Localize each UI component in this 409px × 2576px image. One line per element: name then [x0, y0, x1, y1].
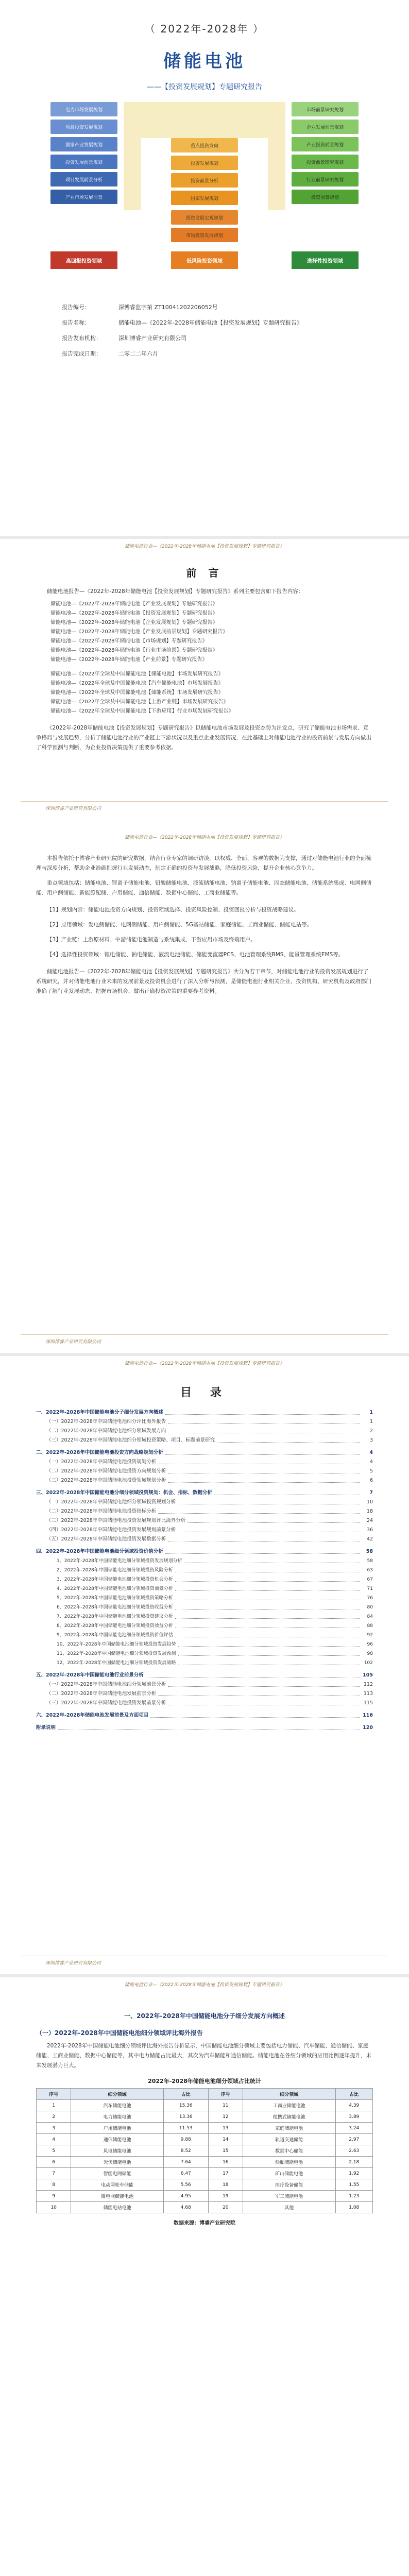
toc-entry-title: （三）2022年-2028年中国储能电池投资领域规划分析 — [46, 1478, 166, 1483]
toc-title: 目 录 — [180, 1386, 229, 1399]
diagram-right-box: 投资前景规划 — [292, 190, 359, 204]
toc-page-number: 98 — [367, 1651, 373, 1656]
table-row — [37, 2191, 373, 2202]
table-cell: 1.55 — [335, 2179, 372, 2191]
table-cell: 1.92 — [335, 2168, 372, 2179]
page-footer: 深圳博睿产业研究有限公司 — [21, 801, 388, 815]
table-cell: 7.64 — [163, 2157, 208, 2168]
toc-entry-title: （二）2022年-2028年中国储能电池发展前景分析 — [46, 1691, 157, 1697]
diagram-left-box: 项目投资发展规划 — [50, 120, 117, 134]
info-key: 报告名称： — [62, 319, 90, 326]
table-cell: 4.68 — [163, 2202, 208, 2213]
toc-entry[interactable] — [36, 1680, 373, 1689]
table-row — [37, 2179, 373, 2191]
toc-entry[interactable] — [36, 1458, 373, 1467]
cover-info — [46, 303, 363, 358]
cover-page — [0, 0, 409, 536]
toc-entry[interactable] — [36, 1488, 373, 1498]
diagram-center-lower — [171, 210, 238, 245]
foreword-para: 储能电池报告—《2022年-2028年储能电池【投资发展规划】专题研究报告》共分为若干章节，对储能电池行业的投资发展规划进行了系统研究，并对储能电池行业未来的发展前景及投资机会进行了深入分析与预测，是储能电池行业相关企业、投资机构、研究机构及政府部门准确了解行业发展动态、把握市场机会、做出正确投资决策的重要参考资料。 — [36, 969, 371, 994]
diagram-center-box: 市场投资发展规划 — [171, 228, 238, 242]
toc-entry-title: 2、2022年-2028年中国储能电池细分领域投资风险分析 — [57, 1568, 173, 1573]
foreword-para: 《2022年-2028年储能电池【投资发展规划】专题研究报告》以储能电池市场发展及投资态势为出发点，研究了储能电池市场需求、竞争格局与发展趋势，分析了储能电池行业的产业链上下游状况以及重点企业发展情况，在此基础上对储能电池行业的投资前景与发展方向做出了科学预测与判断，为企业投资决策提供了重要参考依据。 — [36, 725, 371, 751]
toc-entry-title: （三）2022年-2028年中国储能电池细分领域投资策略、项目、标题前景研究 — [46, 1437, 215, 1443]
table-cell: 14 — [208, 2134, 243, 2145]
page-header: 储能电池行业—《2022年-2028年储能电池【投资发展规划】专题研究报告》 — [124, 1361, 285, 1366]
diagram-left-box: 国家产业发展规划 — [50, 137, 117, 151]
toc-entry[interactable] — [36, 1594, 373, 1603]
toc-page-number: 18 — [366, 1509, 373, 1514]
table-cell: 矿山储能电池 — [243, 2168, 335, 2179]
cover-info-row — [62, 318, 363, 327]
info-value: 二零二二年六月 — [118, 350, 158, 357]
toc-page-number: 1 — [369, 1419, 373, 1425]
table-cell: 19 — [208, 2191, 243, 2202]
chapter-page — [0, 1977, 409, 2576]
report-list-item: 储能电池—《2022年全球及中国储能电池【下游应用】行业市场发展研究报告》 — [50, 708, 234, 714]
report-list-item: 储能电池—《2022年全球及中国储能电池【汽车储能电池】市场发展报告》 — [50, 681, 224, 686]
info-key: 报告编号： — [62, 304, 90, 311]
toc-entry-title: 11、2022年-2028年中国储能电池细分领域投资发展预测 — [57, 1651, 176, 1656]
table-cell: 便携式储能电池 — [243, 2111, 335, 2123]
toc-entry-title: 9、2022年-2028年中国储能电池细分领域投资价值评估 — [57, 1633, 173, 1638]
page-header: 储能电池行业—《2022年-2028年储能电池【投资发展规划】专题研究报告》 — [124, 544, 285, 549]
toc-entry[interactable] — [36, 1584, 373, 1594]
toc-page-number: 6 — [369, 1478, 373, 1483]
diagram-center-box: 国家发展规划 — [171, 191, 238, 205]
toc-entry[interactable] — [36, 1640, 373, 1649]
foreword-bullet: 【3】产业链：上游原材料、中游储能电池制造与系统集成、下游应用市场及终端用户。 — [47, 937, 256, 943]
table-cell: 16 — [208, 2157, 243, 2168]
table-cell: 13.36 — [163, 2111, 208, 2123]
toc-page-number: 96 — [367, 1642, 373, 1647]
toc-leader-dots — [165, 1414, 360, 1415]
table-cell: 1.23 — [335, 2191, 372, 2202]
toc-entry-title: （二）2022年-2028年中国储能电池细分领域发展方向 — [46, 1428, 166, 1434]
table-cell: 10 — [37, 2202, 71, 2213]
toc-entry-title: 8、2022年-2028年中国储能电池细分领域投资效益分析 — [57, 1623, 173, 1629]
table-row — [37, 2123, 373, 2134]
toc-entry-title: （四）2022年-2028年中国储能电池投资发展规划前景分析 — [46, 1527, 176, 1533]
toc-entry-title: 6、2022年-2028年中国储能电池细分领域投资收益分析 — [57, 1605, 173, 1610]
toc-leader-dots — [150, 1717, 360, 1718]
toc-page-number: 1 — [369, 1410, 373, 1415]
toc-entry-title: 附录说明 — [36, 1725, 56, 1731]
data-source: 数据来源：博睿产业研究院 — [174, 2221, 235, 2226]
report-list-item: 储能电池—《2022年全球及中国储能电池【储能系统】市场发展研究报告》 — [50, 690, 224, 696]
toc-entry-title: 7、2022年-2028年中国储能电池细分领域投资建议分析 — [57, 1614, 173, 1619]
toc-page-number: 84 — [367, 1614, 373, 1619]
table-cell: 8 — [37, 2179, 71, 2191]
diagram-left-box: 产业市场发展前景 — [50, 190, 117, 204]
foreword-para: 重点领域包括：储能电池、锂离子储能电池、铅酸储能电池、液流储能电池、钠离子储能电池、固态储能电池、储能系统集成、电网侧储能、用户侧储能、新能源配储、户用储能、通信储能、数据中心储能、工商业储能等。 — [36, 880, 371, 896]
table-header-cell: 细分领域 — [243, 2089, 335, 2100]
table-cell: 3.24 — [335, 2123, 372, 2134]
toc-leader-dots — [165, 1454, 360, 1455]
toc-entry[interactable] — [36, 1476, 373, 1485]
toc-entry-title: （五）2022年-2028年中国储能电池投资发展数据分析 — [46, 1536, 166, 1542]
toc-entry[interactable] — [36, 1547, 373, 1556]
toc-entry[interactable] — [36, 1603, 373, 1612]
diagram-right-box: 产业投资前景规划 — [292, 137, 359, 151]
table-header-cell: 占比 — [163, 2089, 208, 2100]
toc-entry[interactable] — [36, 1658, 373, 1668]
report-list-item: 储能电池—《2022年-2028年储能电池【企业发展规划】专题研究报告》 — [50, 620, 218, 625]
toc-page-number: 76 — [367, 1596, 373, 1601]
chapter-title: 一、2022年-2028年中国储能电池分子细分发展方向概述 — [124, 2012, 285, 2020]
toc-entry-title: 5、2022年-2028年中国储能电池细分领域投资策略分析 — [57, 1596, 173, 1601]
table-cell: 13 — [208, 2123, 243, 2134]
toc-entry[interactable] — [36, 1467, 373, 1476]
table-cell: 2 — [37, 2111, 71, 2123]
toc-page-number: 116 — [363, 1713, 373, 1718]
table-row — [37, 2100, 373, 2111]
toc-entry[interactable] — [36, 1526, 373, 1535]
foreword-title: 前 言 — [186, 567, 223, 579]
toc-leader-dots — [168, 1423, 360, 1424]
table-cell: 15.36 — [163, 2100, 208, 2111]
diagram-right-column — [292, 102, 359, 207]
toc-entry-title: 4、2022年-2028年中国储能电池细分领域投资前景分析 — [57, 1586, 173, 1591]
toc-leader-dots — [178, 1655, 360, 1656]
toc-entry-title: 六、2022年-2028年储能电池发展前景及方面项目 — [36, 1713, 149, 1718]
toc-entry-title: 10、2022年-2028年中国储能电池细分领域投资发展趋势 — [57, 1642, 176, 1647]
table-cell: 智能电网储能 — [71, 2168, 164, 2179]
table-cell: 医疗设备储能 — [243, 2179, 335, 2191]
table-cell: 汽车储能电池 — [71, 2100, 164, 2111]
toc-entry[interactable] — [36, 1436, 373, 1445]
table-header-cell: 序号 — [208, 2089, 243, 2100]
toc-entry-title: （三）2022年-2028年中国储能电池投资发展前景分析 — [46, 1700, 166, 1706]
toc-entry[interactable] — [36, 1498, 373, 1507]
page-header: 储能电池行业—《2022年-2028年储能电池【投资发展规划】专题研究报告》 — [124, 835, 285, 840]
diagram-right-box: 行业前景研究规划 — [292, 172, 359, 187]
toc-page-number: 112 — [363, 1682, 373, 1687]
toc-entry-title: （二）2022年-2028年中国储能电池投资方向规划分析 — [46, 1468, 166, 1474]
toc-leader-dots — [158, 1513, 360, 1514]
report-list-item: 储能电池—《2022年-2028年储能电池【市场规划】专题研究报告》 — [50, 638, 208, 644]
diagram-bottom-left: 高回报投资领域 — [50, 251, 117, 269]
report-list-item: 储能电池—《2022年全球及中国储能电池【上游产业链】市场发展研究报告》 — [50, 699, 229, 705]
toc-entry-title: 12、2022年-2028年中国储能电池细分领域投资发展战略 — [57, 1660, 176, 1666]
toc-list — [36, 1408, 373, 1733]
toc-page-number: 80 — [367, 1605, 373, 1610]
table-cell: 6 — [37, 2157, 71, 2168]
foreword-list-2 — [36, 670, 373, 716]
diagram-center-box: 投资发展规划 — [171, 156, 238, 170]
table-cell: 通信储能电池 — [71, 2134, 164, 2145]
toc-page-number: 4 — [369, 1450, 373, 1455]
table-cell: 3 — [37, 2123, 71, 2134]
toc-page-number: 113 — [363, 1691, 373, 1697]
table-cell: 4 — [37, 2134, 71, 2145]
table-cell: 数据中心储能 — [243, 2145, 335, 2157]
report-list-item: 储能电池—《2022年全球及中国储能电池【储能电池】市场发展研究报告》 — [50, 671, 224, 677]
diagram-center-column — [171, 138, 238, 208]
toc-entry-title: 3、2022年-2028年中国储能电池细分领域投资机会分析 — [57, 1577, 173, 1582]
info-value: 深博睿监字第 ZT10041202206052号 — [118, 304, 218, 311]
table-row — [37, 2111, 373, 2123]
toc-page-number: 63 — [367, 1568, 373, 1573]
table-cell: 其他 — [243, 2202, 335, 2213]
toc-entry[interactable] — [36, 1566, 373, 1575]
table-row — [37, 2145, 373, 2157]
table-header-row — [37, 2089, 373, 2100]
table-cell: 5.56 — [163, 2179, 208, 2191]
table-cell: 军工储能电池 — [243, 2191, 335, 2202]
table-cell: 工商业储能电池 — [243, 2100, 335, 2111]
table-cell: 17 — [208, 2168, 243, 2179]
toc-page-number: 58 — [367, 1558, 373, 1564]
toc-page-number: 10 — [366, 1499, 373, 1505]
toc-page-number: 88 — [367, 1623, 373, 1629]
toc-entry-title: 二、2022年-2028年中国储能电池投资方向战略规划分析 — [36, 1450, 163, 1455]
toc-entry-title: 1、2022年-2028年中国储能电池细分领域投资发展规划分析 — [57, 1558, 182, 1564]
toc-page — [0, 1356, 409, 1974]
toc-entry-title: 四、2022年-2028年中国储能电池细分领域投资价值分析 — [36, 1549, 163, 1554]
table-header-cell: 占比 — [335, 2089, 372, 2100]
table-cell: 储能电站电池 — [71, 2202, 164, 2213]
toc-leader-dots — [217, 1442, 360, 1443]
info-value: 储能电池—《2022年-2028年储能电池【投资发展规划】专题研究报告》 — [118, 319, 302, 326]
table-cell: 家庭储能电池 — [243, 2123, 335, 2134]
report-list-item: 储能电池—《2022年-2028年储能电池【产业发展规划】专题研究报告》 — [50, 601, 218, 607]
toc-page-number: 58 — [366, 1549, 373, 1554]
toc-entry[interactable] — [36, 1575, 373, 1584]
diagram-right-box: 市场前景研究规划 — [292, 102, 359, 116]
table-cell: 1.08 — [335, 2202, 372, 2213]
table-cell: 轨道交通储能 — [243, 2134, 335, 2145]
toc-entry[interactable] — [36, 1507, 373, 1516]
table-row — [37, 2202, 373, 2213]
foreword-bullet: 【2】应用领域：发电侧储能、电网侧储能、用户侧储能、5G基站储能、家庭储能、工商业储能、储能电站等。 — [47, 922, 312, 928]
table-cell: 4.39 — [335, 2100, 372, 2111]
table-cell: 4.95 — [163, 2191, 208, 2202]
toc-page-number: 92 — [367, 1633, 373, 1638]
toc-leader-dots — [165, 1553, 360, 1554]
info-key: 报告完成日期： — [62, 350, 101, 357]
segment-table — [36, 2088, 373, 2213]
toc-page-number: 3 — [369, 1437, 373, 1443]
toc-leader-dots — [168, 1686, 360, 1687]
diagram-center-box: 投资发展宏观规划 — [171, 210, 238, 225]
table-body — [37, 2100, 373, 2213]
toc-page-number: 71 — [367, 1586, 373, 1591]
toc-entry[interactable] — [36, 1408, 373, 1417]
foreword-bullet: 【4】选择性投资领域：锂电储能、钠电储能、液流电池储能、储能变流器PCS、电池管理系统BMS、能量管理系统EMS等。 — [47, 952, 344, 958]
table-cell: 光伏储能电池 — [71, 2157, 164, 2168]
diagram-left-column — [50, 102, 117, 207]
diagram-left-box: 项目发展前景分析 — [50, 172, 117, 187]
table-cell: 7 — [37, 2168, 71, 2179]
table-cell: 5 — [37, 2145, 71, 2157]
chapter-subtitle: （一）2022年-2028年中国储能电池细分领域评比海外报告 — [36, 2029, 203, 2037]
table-cell: 20 — [208, 2202, 243, 2213]
foreword-intro: 储能电池报告—《2022年-2028年储能电池【投资发展规划】专题研究报告》系列主要包含如下报告内容： — [47, 588, 304, 595]
table-cell: 12 — [208, 2111, 243, 2123]
table-cell: 风电储能电池 — [71, 2145, 164, 2157]
toc-page-number: 42 — [366, 1536, 373, 1542]
toc-entry[interactable] — [36, 1699, 373, 1708]
toc-page-number: 24 — [366, 1518, 373, 1523]
toc-leader-dots — [188, 1522, 360, 1523]
toc-page-number: 4 — [369, 1459, 373, 1465]
table-cell: 船舶储能电池 — [243, 2157, 335, 2168]
foreword-bullet: 【1】规划内容：储能电池投资方向规划、投资领域选择、投资风险控制、投资回报分析与投资战略建议。 — [47, 907, 299, 913]
toc-entry[interactable] — [36, 1448, 373, 1458]
cover-diagram — [46, 102, 363, 298]
toc-entry-title: 五、2022年-2028年中国储能电池行业前景分析 — [36, 1672, 144, 1678]
chapter-para: 2022年-2028年中国储能电池细分领域评比海外报告分析显示，中国储能电池细分领域主要包括电力储能、汽车储能、通信储能、家庭储能、工商业储能、数据中心储能等，其中电力储能占比最大，其次为汽车储能和通信储能。储能电池在各细分领域的应用比例逐年提升，未来发展潜力巨大。 — [36, 2043, 371, 2069]
cover-year: （ 2022年-2028年 ） — [145, 23, 264, 35]
cover-info-row — [62, 303, 363, 311]
toc-entry[interactable] — [36, 1649, 373, 1658]
cover-info-row — [62, 334, 363, 342]
diagram-bottom-center: 低风险投资领域 — [171, 251, 238, 269]
toc-entry-title: （二）2022年-2028年中国储能电池投资指标分析 — [46, 1509, 157, 1514]
foreword-para: 本报告依托于博睿产业研究院的研究数据，结合行业专家的调研访谈，以权威、全面、客观的数据为支撑，通过对储能电池行业的全面梳理与深度分析，帮助企业准确把握行业发展动态，制定正确的投资与发展战略，降低投资风险，提升企业核心竞争力。 — [36, 855, 371, 871]
toc-entry[interactable] — [36, 1711, 373, 1720]
table-cell: 电力储能电池 — [71, 2111, 164, 2123]
report-list-item: 储能电池—《2022年-2028年储能电池【产业发展前景规划】专题研究报告》 — [50, 629, 228, 635]
table-cell: 户用储能电池 — [71, 2123, 164, 2134]
info-key: 报告发布机构： — [62, 335, 101, 342]
toc-entry-title: 一、2022年-2028年中国储能电池分子细分发展方向概述 — [36, 1410, 163, 1415]
info-value: 深圳博睿产业研究有限公司 — [118, 335, 186, 342]
toc-page-number: 7 — [369, 1490, 373, 1496]
table-cell: 1 — [37, 2100, 71, 2111]
table-cell: 微电网储能电池 — [71, 2191, 164, 2202]
table-header-cell: 序号 — [37, 2089, 71, 2100]
table-cell: 6.47 — [163, 2168, 208, 2179]
table-cell: 8.52 — [163, 2145, 208, 2157]
toc-leader-dots — [175, 1590, 360, 1591]
toc-page-number: 102 — [364, 1660, 373, 1666]
table-cell: 2.63 — [335, 2145, 372, 2157]
table-row — [37, 2157, 373, 2168]
diagram-bottom-right: 选择性投资领域 — [292, 251, 359, 269]
toc-page-number: 105 — [363, 1672, 373, 1678]
toc-page-number: 67 — [367, 1577, 373, 1582]
table-cell: 11.53 — [163, 2123, 208, 2134]
table-header-cell: 细分领域 — [71, 2089, 164, 2100]
toc-entry[interactable] — [36, 1427, 373, 1436]
report-list-item: 储能电池—《2022年-2028年储能电池【产业前景】专题研究报告》 — [50, 657, 208, 663]
table-title: 2022年-2028年储能电池细分领域占比统计 — [148, 2078, 261, 2084]
toc-entry[interactable] — [36, 1631, 373, 1640]
toc-entry[interactable] — [36, 1621, 373, 1631]
table-cell: 9 — [37, 2191, 71, 2202]
page-footer: 深圳博睿产业研究有限公司 — [21, 1334, 388, 1348]
toc-entry-title: （一）2022年-2028年中国储能电池细分领域投资规划分析 — [46, 1499, 176, 1505]
toc-entry[interactable] — [36, 1535, 373, 1544]
diagram-left-box: 电力市场发展规划 — [50, 102, 117, 116]
table-cell: 电动两轮车储能 — [71, 2179, 164, 2191]
toc-entry-title: （一）2022年-2028年中国储能电池细分评比海外报告 — [46, 1419, 166, 1425]
page-footer: 深圳博睿产业研究有限公司 — [21, 1956, 388, 1969]
foreword-list — [36, 600, 373, 665]
table-cell: 18 — [208, 2179, 243, 2191]
report-list-item: 储能电池—《2022年-2028年储能电池【行业市场前景】专题研究报告》 — [50, 648, 218, 653]
toc-entry-title: （一）2022年-2028年中国储能电池投资规划分析 — [46, 1459, 157, 1465]
diagram-right-box: 投资前景研究规划 — [292, 155, 359, 169]
toc-page-number: 36 — [366, 1527, 373, 1533]
toc-entry[interactable] — [36, 1612, 373, 1621]
toc-entry[interactable] — [36, 1417, 373, 1427]
table-cell: 3.89 — [335, 2111, 372, 2123]
cover-subtitle: ——【投资发展规划】专题研究报告 — [147, 83, 262, 91]
table-cell: 11 — [208, 2100, 243, 2111]
table-cell: 15 — [208, 2145, 243, 2157]
toc-entry[interactable] — [36, 1671, 373, 1680]
toc-entry[interactable] — [36, 1689, 373, 1699]
toc-leader-dots — [175, 1581, 360, 1582]
toc-leader-dots — [175, 1618, 360, 1619]
cover-info-row — [62, 349, 363, 358]
toc-entry-title: （三）2022年-2028年中国储能电池投资发展规划评比海外分析 — [46, 1518, 186, 1523]
toc-page-number: 2 — [369, 1428, 373, 1434]
page-header: 储能电池行业—《2022年-2028年储能电池【投资发展规划】专题研究报告》 — [124, 1982, 285, 1988]
diagram-left-box: 投资发展前景规划 — [50, 155, 117, 169]
diagram-center-box: 投资前景分析 — [171, 173, 238, 188]
diagram-center-box: 重点投资方向 — [171, 138, 238, 152]
toc-entry-title: （一）2022年-2028年中国储能电池细分领域前景分析 — [46, 1682, 166, 1687]
toc-entry-title: 三、2022年-2028年中国储能电池分细分领域投资规划：机会、指标、数据分析 — [36, 1490, 212, 1496]
toc-page-number: 115 — [363, 1700, 373, 1706]
foreword-page — [0, 539, 409, 1353]
toc-page-number: 5 — [369, 1468, 373, 1474]
table-row — [37, 2134, 373, 2145]
toc-leader-dots — [178, 1646, 360, 1647]
table-row — [37, 2168, 373, 2179]
toc-page-number: 120 — [363, 1725, 373, 1731]
toc-entry[interactable] — [36, 1723, 373, 1733]
toc-entry[interactable] — [36, 1516, 373, 1526]
cover-title: 储能电池 — [163, 51, 246, 72]
table-cell: 2.18 — [335, 2157, 372, 2168]
report-list-item: 储能电池—《2022年-2028年储能电池【投资发展规划】专题研究报告》 — [50, 611, 218, 616]
table-cell: 2.97 — [335, 2134, 372, 2145]
diagram-right-box: 企业发展前景规划 — [292, 120, 359, 134]
toc-leader-dots — [168, 1482, 360, 1483]
toc-entry[interactable] — [36, 1556, 373, 1566]
table-cell: 9.88 — [163, 2134, 208, 2145]
